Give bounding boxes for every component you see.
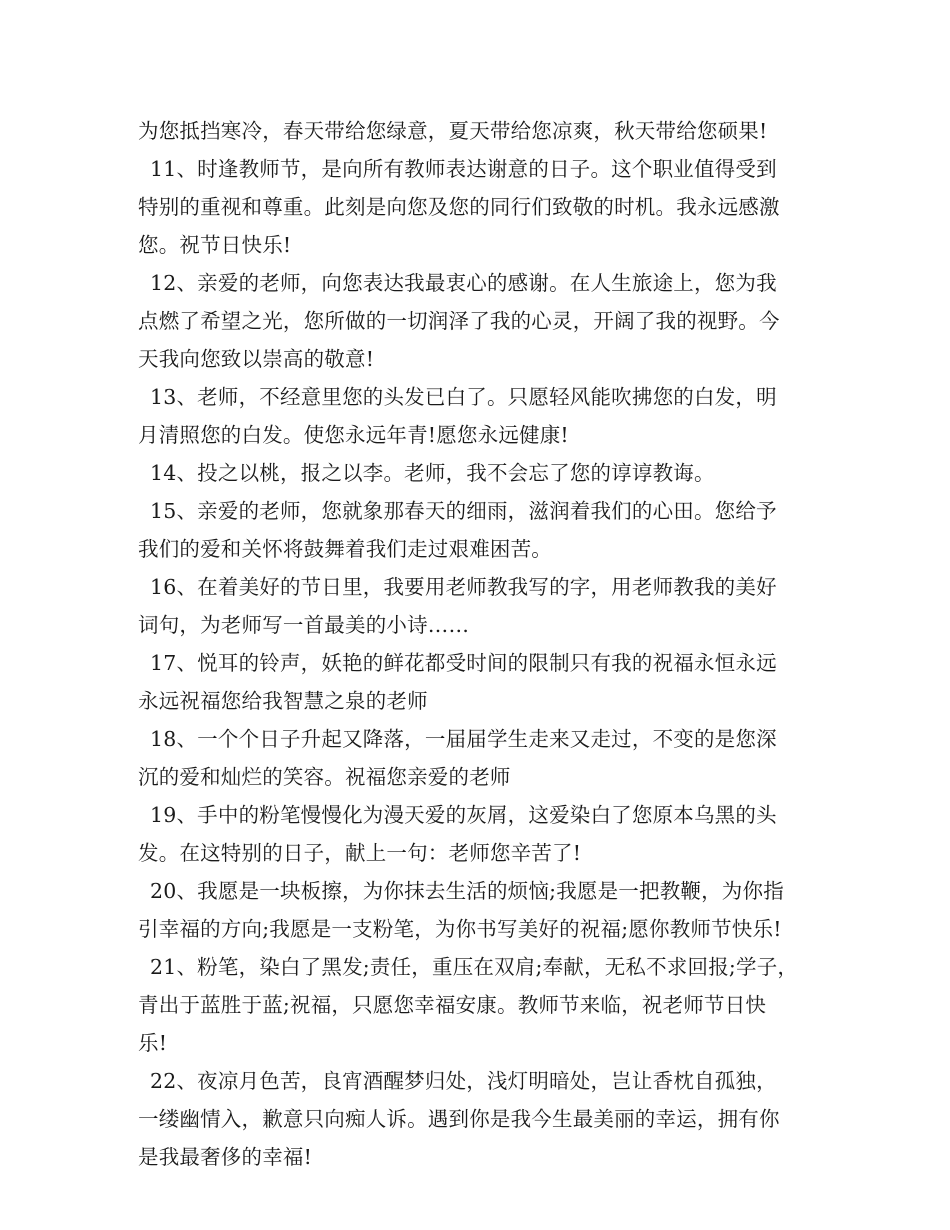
text-line: 13、老师，不经意里您的头发已白了。只愿轻风能吹拂您的白发，明: [150, 385, 777, 409]
text-line: 您。祝节日快乐!: [138, 233, 292, 257]
text-line: 19、手中的粉笔慢慢化为漫天爱的灰屑，这爱染白了您原本乌黑的头: [150, 803, 777, 827]
text-line: 沉的爱和灿烂的笑容。祝福您亲爱的老师: [138, 765, 511, 789]
text-line: 12、亲爱的老师，向您表达我最衷心的感谢。在人生旅途上，您为我: [150, 271, 777, 295]
text-line: 11、时逢教师节，是向所有教师表达谢意的日子。这个职业值得受到: [150, 157, 777, 181]
text-line: 点燃了希望之光，您所做的一切润泽了我的心灵，开阔了我的视野。今: [138, 309, 780, 333]
text-line: 是我最奢侈的幸福!: [138, 1145, 313, 1169]
text-line: 天我向您致以崇高的敬意!: [138, 347, 375, 371]
text-line: 发。在这特别的日子，献上一句：老师您辛苦了!: [138, 841, 582, 865]
text-line: 21、粉笔，染白了黑发;责任，重压在双肩;奉献，无私不求回报;学子，: [150, 955, 799, 979]
text-line: 乐!: [138, 1031, 168, 1055]
document-body: [138, 112, 838, 1176]
text-line: 15、亲爱的老师，您就象那春天的细雨，滋润着我们的心田。您给予: [150, 499, 777, 523]
text-line: 永远祝福您给我智慧之泉的老师: [138, 689, 428, 713]
text-line: 16、在着美好的节日里，我要用老师教我写的字，用老师教我的美好: [150, 575, 777, 599]
text-line: 22、夜凉月色苦，良宵酒醒梦归处，浅灯明暗处，岂让香枕自孤独，: [150, 1069, 777, 1093]
text-line: 月清照您的白发。使您永远年青!愿您永远健康!: [138, 423, 569, 447]
text-line: 我们的爱和关怀将鼓舞着我们走过艰难困苦。: [138, 537, 552, 561]
text-line: 14、投之以桃，报之以李。老师，我不会忘了您的谆谆教诲。: [150, 461, 715, 485]
text-line: 18、一个个日子升起又降落，一届届学生走来又走过，不变的是您深: [150, 727, 777, 751]
text-line: 青出于蓝胜于蓝;祝福，只愿您幸福安康。教师节来临，祝老师节日快: [138, 993, 767, 1017]
text-line: 引幸福的方向;我愿是一支粉笔，为你书写美好的祝福;愿你教师节快乐!: [138, 917, 782, 941]
text-line: 为您抵挡寒冷，春天带给您绿意，夏天带给您凉爽，秋天带给您硕果!: [138, 119, 768, 143]
text-line: 17、悦耳的铃声，妖艳的鲜花都受时间的限制只有我的祝福永恒永远: [150, 651, 777, 675]
text-line: 特别的重视和尊重。此刻是向您及您的同行们致敬的时机。我永远感激: [138, 195, 780, 219]
text-line: 一缕幽情入，歉意只向痴人诉。遇到你是我今生最美丽的幸运，拥有你: [138, 1107, 780, 1131]
text-line: 20、我愿是一块板擦，为你抹去生活的烦恼;我愿是一把教鞭，为你指: [150, 879, 784, 903]
text-line: 词句，为老师写一首最美的小诗……: [138, 613, 470, 637]
